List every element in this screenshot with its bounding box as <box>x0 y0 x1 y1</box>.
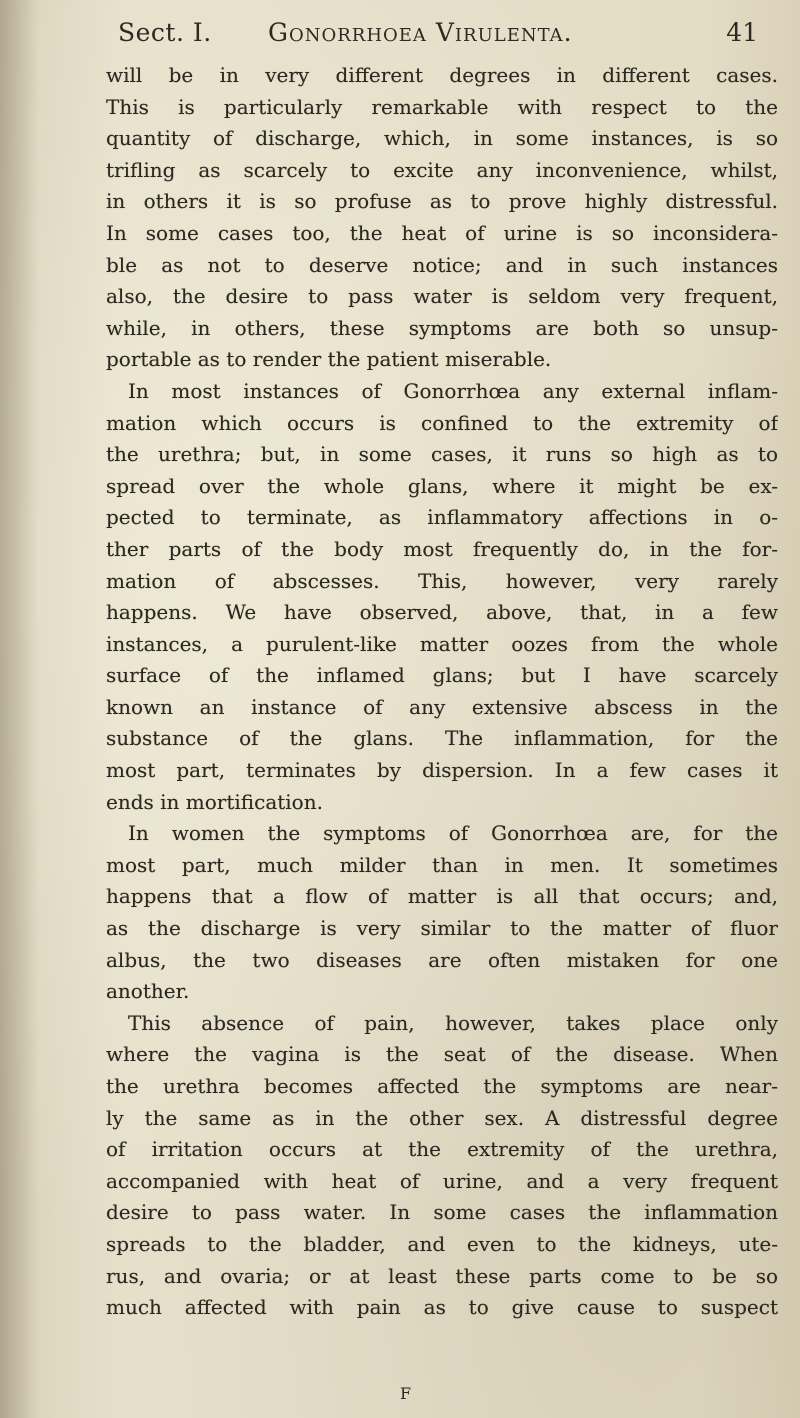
running-header <box>118 10 758 54</box>
text-line: the urethra; but, in some cases, it runs so high as to <box>106 442 778 467</box>
text-line: quantity of discharge, which, in some instances, is so <box>106 126 778 151</box>
text-line: ther parts of the body most frequently do, in the for- <box>106 536 778 561</box>
text-line: rus, and ovaria; or at least these parts come to be so <box>106 1263 778 1288</box>
text-line: This absence of pain, however, takes place only <box>128 1010 778 1035</box>
text-line: the urethra becomes affected the symptoms are near- <box>106 1074 778 1098</box>
text-line: spreads to the bladder, and even to the kidneys, ute- <box>106 1231 778 1256</box>
text-line: In most instances of Gonorrhœa any external inflam- <box>128 378 778 403</box>
body-text <box>106 60 778 1324</box>
text-line: most part, terminates by dispersion. In a few cases it <box>106 758 778 783</box>
text-line: as the discharge is very similar to the matter of fluor <box>106 916 778 941</box>
text-line: will be in very different degrees in different cases. <box>106 63 778 87</box>
text-line: happens. We have observed, above, that, in a few <box>106 600 778 625</box>
text-line: In some cases too, the heat of urine is so inconsidera- <box>106 220 778 245</box>
text-line: happens that a flow of matter is all that occurs; and, <box>106 884 778 909</box>
text-line: mation which occurs is confined to the extremity of <box>106 410 778 435</box>
text-line: known an instance of any extensive abscess in the <box>106 694 778 719</box>
text-line: surface of the inflamed glans; but I have scarcely <box>106 663 778 688</box>
text-line: in others it is so profuse as to prove highly distressful. <box>106 189 778 214</box>
text-line: much affected with pain as to give cause to suspect <box>106 1295 778 1320</box>
text-line: mation of abscesses. This, however, very rarely <box>106 568 778 593</box>
text-line: ble as not to deserve notice; and in such instances <box>106 252 778 277</box>
text-line: another. <box>106 979 190 1004</box>
text-line: In women the symptoms of Gonorrhœa are, for the <box>128 821 778 846</box>
text-line: desire to pass water. In some cases the inflammation <box>106 1200 778 1225</box>
text-line: also, the desire to pass water is seldom very frequent, <box>106 284 778 309</box>
text-line: pected to terminate, as inflammatory affections in o- <box>106 505 778 530</box>
text-line: of irritation occurs at the extremity of the urethra, <box>106 1137 778 1162</box>
text-line: most part, much milder than in men. It sometimes <box>106 852 778 877</box>
text-line: accompanied with heat of urine, and a very frequent <box>106 1168 778 1193</box>
text-line: portable as to render the patient miserable. <box>106 347 552 372</box>
text-line: ends in mortification. <box>106 789 323 814</box>
text-line: while, in others, these symptoms are both so unsup- <box>106 315 778 340</box>
text-line: ly the same as in the other sex. A distressful degree <box>106 1105 778 1130</box>
text-line: instances, a purulent-like matter oozes from the whole <box>106 631 778 656</box>
text-line: substance of the glans. The inflammation, for the <box>106 726 778 751</box>
text-line: spread over the whole glans, where it might be ex- <box>106 473 778 498</box>
section-label: Sect. I. <box>118 18 212 47</box>
page-number: 41 <box>726 18 758 47</box>
running-title: Gonorrhoea Virulenta. <box>268 18 573 47</box>
binding-shadow <box>0 0 38 1418</box>
text-line: trifling as scarcely to excite any inconvenience, whilst, <box>106 157 778 182</box>
text-line: This is particularly remarkable with respect to the <box>106 94 778 119</box>
text-line: albus, the two diseases are often mistaken for one <box>106 947 778 972</box>
text-line: where the vagina is the seat of the disease. When <box>106 1042 778 1067</box>
signature-mark: F <box>400 1384 412 1403</box>
